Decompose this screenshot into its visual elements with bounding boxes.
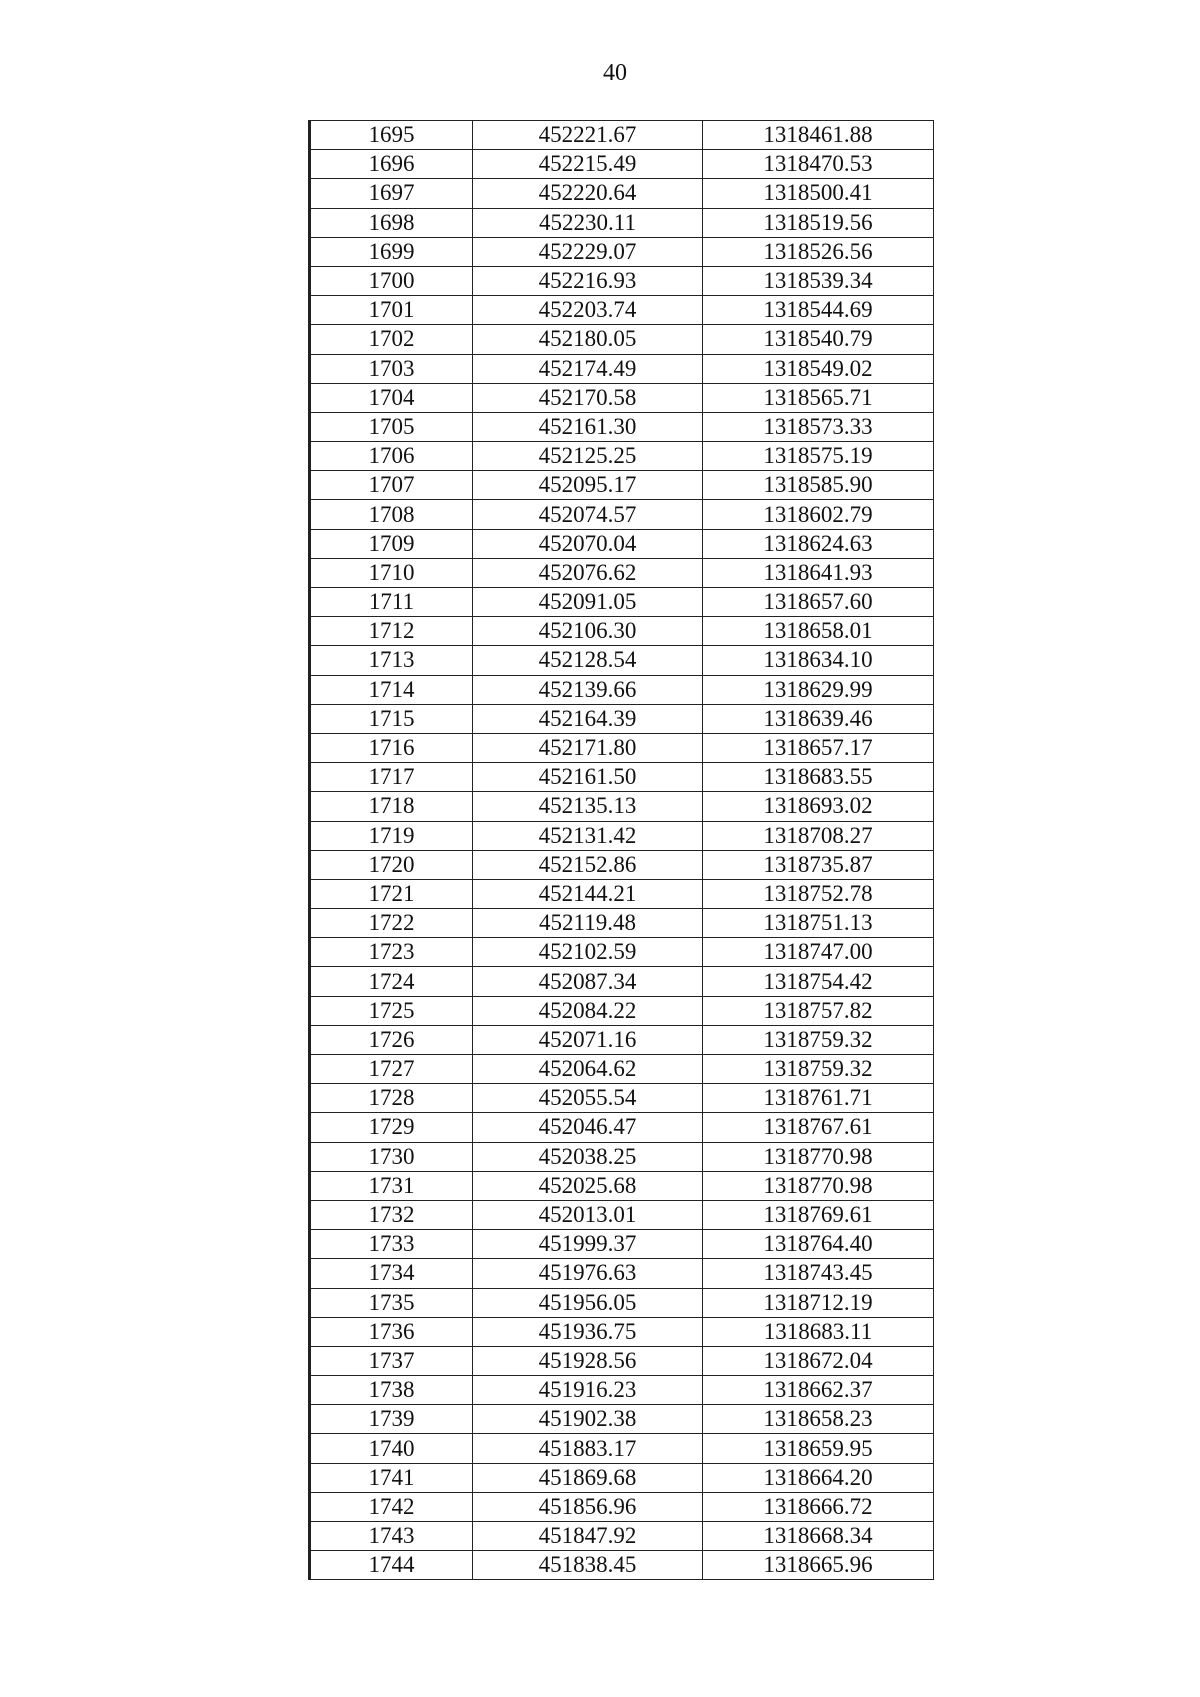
- y-coordinate-cell: 1318666.72: [703, 1492, 934, 1521]
- point-number-cell: 1705: [310, 412, 473, 441]
- point-number-cell: 1695: [310, 121, 473, 150]
- table-row: [310, 1288, 934, 1317]
- page-number: 40: [603, 60, 627, 86]
- point-number-cell: 1722: [310, 909, 473, 938]
- y-coordinate-cell: 1318770.98: [703, 1142, 934, 1171]
- x-coordinate-cell: 451847.92: [473, 1522, 703, 1551]
- x-coordinate-cell: 452091.05: [473, 588, 703, 617]
- table-row: [310, 938, 934, 967]
- x-coordinate-cell: 452074.57: [473, 500, 703, 529]
- y-coordinate-cell: 1318767.61: [703, 1113, 934, 1142]
- y-coordinate-cell: 1318662.37: [703, 1376, 934, 1405]
- x-coordinate-cell: 452135.13: [473, 792, 703, 821]
- point-number-cell: 1734: [310, 1259, 473, 1288]
- x-coordinate-cell: 451956.05: [473, 1288, 703, 1317]
- coordinates-table: [308, 120, 934, 1580]
- x-coordinate-cell: 452164.39: [473, 704, 703, 733]
- y-coordinate-cell: 1318526.56: [703, 237, 934, 266]
- x-coordinate-cell: 452095.17: [473, 471, 703, 500]
- x-coordinate-cell: 452102.59: [473, 938, 703, 967]
- point-number-cell: 1703: [310, 354, 473, 383]
- table-row: [310, 208, 934, 237]
- y-coordinate-cell: 1318657.17: [703, 733, 934, 762]
- x-coordinate-cell: 451856.96: [473, 1492, 703, 1521]
- table-row: [310, 1084, 934, 1113]
- y-coordinate-cell: 1318759.32: [703, 1025, 934, 1054]
- table-row: [310, 1200, 934, 1229]
- table-row: [310, 1376, 934, 1405]
- x-coordinate-cell: 452220.64: [473, 179, 703, 208]
- y-coordinate-cell: 1318668.34: [703, 1522, 934, 1551]
- x-coordinate-cell: 452025.68: [473, 1171, 703, 1200]
- table-row: [310, 1113, 934, 1142]
- y-coordinate-cell: 1318461.88: [703, 121, 934, 150]
- table-row: [310, 442, 934, 471]
- point-number-cell: 1739: [310, 1405, 473, 1434]
- y-coordinate-cell: 1318573.33: [703, 412, 934, 441]
- point-number-cell: 1696: [310, 150, 473, 179]
- table-row: [310, 733, 934, 762]
- table-row: [310, 296, 934, 325]
- point-number-cell: 1723: [310, 938, 473, 967]
- x-coordinate-cell: 452013.01: [473, 1200, 703, 1229]
- table-row: [310, 383, 934, 412]
- x-coordinate-cell: 452171.80: [473, 733, 703, 762]
- y-coordinate-cell: 1318624.63: [703, 529, 934, 558]
- table-row: [310, 121, 934, 150]
- point-number-cell: 1721: [310, 879, 473, 908]
- point-number-cell: 1697: [310, 179, 473, 208]
- x-coordinate-cell: 451976.63: [473, 1259, 703, 1288]
- y-coordinate-cell: 1318602.79: [703, 500, 934, 529]
- x-coordinate-cell: 452131.42: [473, 821, 703, 850]
- table-row: [310, 471, 934, 500]
- y-coordinate-cell: 1318757.82: [703, 996, 934, 1025]
- table-row: [310, 1171, 934, 1200]
- x-coordinate-cell: 452215.49: [473, 150, 703, 179]
- point-number-cell: 1713: [310, 646, 473, 675]
- x-coordinate-cell: 452038.25: [473, 1142, 703, 1171]
- table-row: [310, 1259, 934, 1288]
- x-coordinate-cell: 452128.54: [473, 646, 703, 675]
- point-number-cell: 1729: [310, 1113, 473, 1142]
- y-coordinate-cell: 1318764.40: [703, 1230, 934, 1259]
- table-row: [310, 1142, 934, 1171]
- table-row: [310, 1317, 934, 1346]
- table-row: [310, 237, 934, 266]
- point-number-cell: 1701: [310, 296, 473, 325]
- table-row: [310, 558, 934, 587]
- y-coordinate-cell: 1318639.46: [703, 704, 934, 733]
- table-row: [310, 529, 934, 558]
- y-coordinate-cell: 1318539.34: [703, 266, 934, 295]
- y-coordinate-cell: 1318769.61: [703, 1200, 934, 1229]
- y-coordinate-cell: 1318759.32: [703, 1055, 934, 1084]
- point-number-cell: 1704: [310, 383, 473, 412]
- y-coordinate-cell: 1318712.19: [703, 1288, 934, 1317]
- x-coordinate-cell: 452230.11: [473, 208, 703, 237]
- table-row: [310, 967, 934, 996]
- y-coordinate-cell: 1318575.19: [703, 442, 934, 471]
- point-number-cell: 1711: [310, 588, 473, 617]
- x-coordinate-cell: 452221.67: [473, 121, 703, 150]
- table-row: [310, 1025, 934, 1054]
- point-number-cell: 1720: [310, 850, 473, 879]
- y-coordinate-cell: 1318735.87: [703, 850, 934, 879]
- point-number-cell: 1742: [310, 1492, 473, 1521]
- y-coordinate-cell: 1318565.71: [703, 383, 934, 412]
- point-number-cell: 1699: [310, 237, 473, 266]
- y-coordinate-cell: 1318665.96: [703, 1551, 934, 1580]
- x-coordinate-cell: 451999.37: [473, 1230, 703, 1259]
- point-number-cell: 1743: [310, 1522, 473, 1551]
- point-number-cell: 1715: [310, 704, 473, 733]
- y-coordinate-cell: 1318658.23: [703, 1405, 934, 1434]
- table-row: [310, 617, 934, 646]
- x-coordinate-cell: 452064.62: [473, 1055, 703, 1084]
- y-coordinate-cell: 1318657.60: [703, 588, 934, 617]
- table-row: [310, 500, 934, 529]
- table-row: [310, 1551, 934, 1580]
- point-number-cell: 1737: [310, 1346, 473, 1375]
- table-row: [310, 850, 934, 879]
- x-coordinate-cell: 452087.34: [473, 967, 703, 996]
- table-row: [310, 179, 934, 208]
- y-coordinate-cell: 1318629.99: [703, 675, 934, 704]
- point-number-cell: 1730: [310, 1142, 473, 1171]
- point-number-cell: 1702: [310, 325, 473, 354]
- point-number-cell: 1719: [310, 821, 473, 850]
- x-coordinate-cell: 452076.62: [473, 558, 703, 587]
- table-row: [310, 325, 934, 354]
- table-row: [310, 675, 934, 704]
- table-row: [310, 1230, 934, 1259]
- point-number-cell: 1708: [310, 500, 473, 529]
- table-row: [310, 1055, 934, 1084]
- x-coordinate-cell: 452203.74: [473, 296, 703, 325]
- point-number-cell: 1712: [310, 617, 473, 646]
- point-number-cell: 1727: [310, 1055, 473, 1084]
- x-coordinate-cell: 452119.48: [473, 909, 703, 938]
- y-coordinate-cell: 1318544.69: [703, 296, 934, 325]
- y-coordinate-cell: 1318658.01: [703, 617, 934, 646]
- table-row: [310, 1346, 934, 1375]
- point-number-cell: 1740: [310, 1434, 473, 1463]
- y-coordinate-cell: 1318540.79: [703, 325, 934, 354]
- y-coordinate-cell: 1318693.02: [703, 792, 934, 821]
- y-coordinate-cell: 1318585.90: [703, 471, 934, 500]
- table-row: [310, 588, 934, 617]
- point-number-cell: 1717: [310, 763, 473, 792]
- point-number-cell: 1741: [310, 1463, 473, 1492]
- x-coordinate-cell: 452174.49: [473, 354, 703, 383]
- x-coordinate-cell: 452216.93: [473, 266, 703, 295]
- x-coordinate-cell: 452125.25: [473, 442, 703, 471]
- point-number-cell: 1714: [310, 675, 473, 704]
- x-coordinate-cell: 452170.58: [473, 383, 703, 412]
- table-row: [310, 763, 934, 792]
- point-number-cell: 1738: [310, 1376, 473, 1405]
- x-coordinate-cell: 452161.30: [473, 412, 703, 441]
- y-coordinate-cell: 1318752.78: [703, 879, 934, 908]
- point-number-cell: 1724: [310, 967, 473, 996]
- x-coordinate-cell: 452071.16: [473, 1025, 703, 1054]
- x-coordinate-cell: 451838.45: [473, 1551, 703, 1580]
- point-number-cell: 1732: [310, 1200, 473, 1229]
- x-coordinate-cell: 451936.75: [473, 1317, 703, 1346]
- y-coordinate-cell: 1318708.27: [703, 821, 934, 850]
- x-coordinate-cell: 452084.22: [473, 996, 703, 1025]
- table-row: [310, 996, 934, 1025]
- y-coordinate-cell: 1318641.93: [703, 558, 934, 587]
- table-row: [310, 150, 934, 179]
- point-number-cell: 1725: [310, 996, 473, 1025]
- y-coordinate-cell: 1318659.95: [703, 1434, 934, 1463]
- y-coordinate-cell: 1318549.02: [703, 354, 934, 383]
- y-coordinate-cell: 1318470.53: [703, 150, 934, 179]
- table-row: [310, 1522, 934, 1551]
- x-coordinate-cell: 452046.47: [473, 1113, 703, 1142]
- y-coordinate-cell: 1318754.42: [703, 967, 934, 996]
- y-coordinate-cell: 1318747.00: [703, 938, 934, 967]
- table-row: [310, 704, 934, 733]
- table-row: [310, 1492, 934, 1521]
- table-row: [310, 354, 934, 383]
- y-coordinate-cell: 1318500.41: [703, 179, 934, 208]
- point-number-cell: 1733: [310, 1230, 473, 1259]
- point-number-cell: 1700: [310, 266, 473, 295]
- x-coordinate-cell: 451883.17: [473, 1434, 703, 1463]
- x-coordinate-cell: 452144.21: [473, 879, 703, 908]
- table-row: [310, 1405, 934, 1434]
- x-coordinate-cell: 452055.54: [473, 1084, 703, 1113]
- y-coordinate-cell: 1318664.20: [703, 1463, 934, 1492]
- point-number-cell: 1709: [310, 529, 473, 558]
- table-row: [310, 821, 934, 850]
- x-coordinate-cell: 452180.05: [473, 325, 703, 354]
- x-coordinate-cell: 452152.86: [473, 850, 703, 879]
- x-coordinate-cell: 452106.30: [473, 617, 703, 646]
- y-coordinate-cell: 1318672.04: [703, 1346, 934, 1375]
- point-number-cell: 1718: [310, 792, 473, 821]
- point-number-cell: 1726: [310, 1025, 473, 1054]
- x-coordinate-cell: 452070.04: [473, 529, 703, 558]
- point-number-cell: 1735: [310, 1288, 473, 1317]
- point-number-cell: 1731: [310, 1171, 473, 1200]
- table-row: [310, 792, 934, 821]
- point-number-cell: 1710: [310, 558, 473, 587]
- x-coordinate-cell: 451928.56: [473, 1346, 703, 1375]
- point-number-cell: 1716: [310, 733, 473, 762]
- x-coordinate-cell: 452161.50: [473, 763, 703, 792]
- table-row: [310, 909, 934, 938]
- x-coordinate-cell: 452139.66: [473, 675, 703, 704]
- point-number-cell: 1728: [310, 1084, 473, 1113]
- y-coordinate-cell: 1318683.55: [703, 763, 934, 792]
- table-row: [310, 1463, 934, 1492]
- table-row: [310, 266, 934, 295]
- y-coordinate-cell: 1318761.71: [703, 1084, 934, 1113]
- x-coordinate-cell: 451902.38: [473, 1405, 703, 1434]
- point-number-cell: 1736: [310, 1317, 473, 1346]
- point-number-cell: 1744: [310, 1551, 473, 1580]
- point-number-cell: 1707: [310, 471, 473, 500]
- y-coordinate-cell: 1318770.98: [703, 1171, 934, 1200]
- table-row: [310, 1434, 934, 1463]
- x-coordinate-cell: 452229.07: [473, 237, 703, 266]
- point-number-cell: 1698: [310, 208, 473, 237]
- x-coordinate-cell: 451869.68: [473, 1463, 703, 1492]
- table-row: [310, 412, 934, 441]
- y-coordinate-cell: 1318519.56: [703, 208, 934, 237]
- table-row: [310, 879, 934, 908]
- point-number-cell: 1706: [310, 442, 473, 471]
- y-coordinate-cell: 1318634.10: [703, 646, 934, 675]
- y-coordinate-cell: 1318683.11: [703, 1317, 934, 1346]
- y-coordinate-cell: 1318743.45: [703, 1259, 934, 1288]
- y-coordinate-cell: 1318751.13: [703, 909, 934, 938]
- coordinates-table-body: [310, 121, 934, 1580]
- table-row: [310, 646, 934, 675]
- x-coordinate-cell: 451916.23: [473, 1376, 703, 1405]
